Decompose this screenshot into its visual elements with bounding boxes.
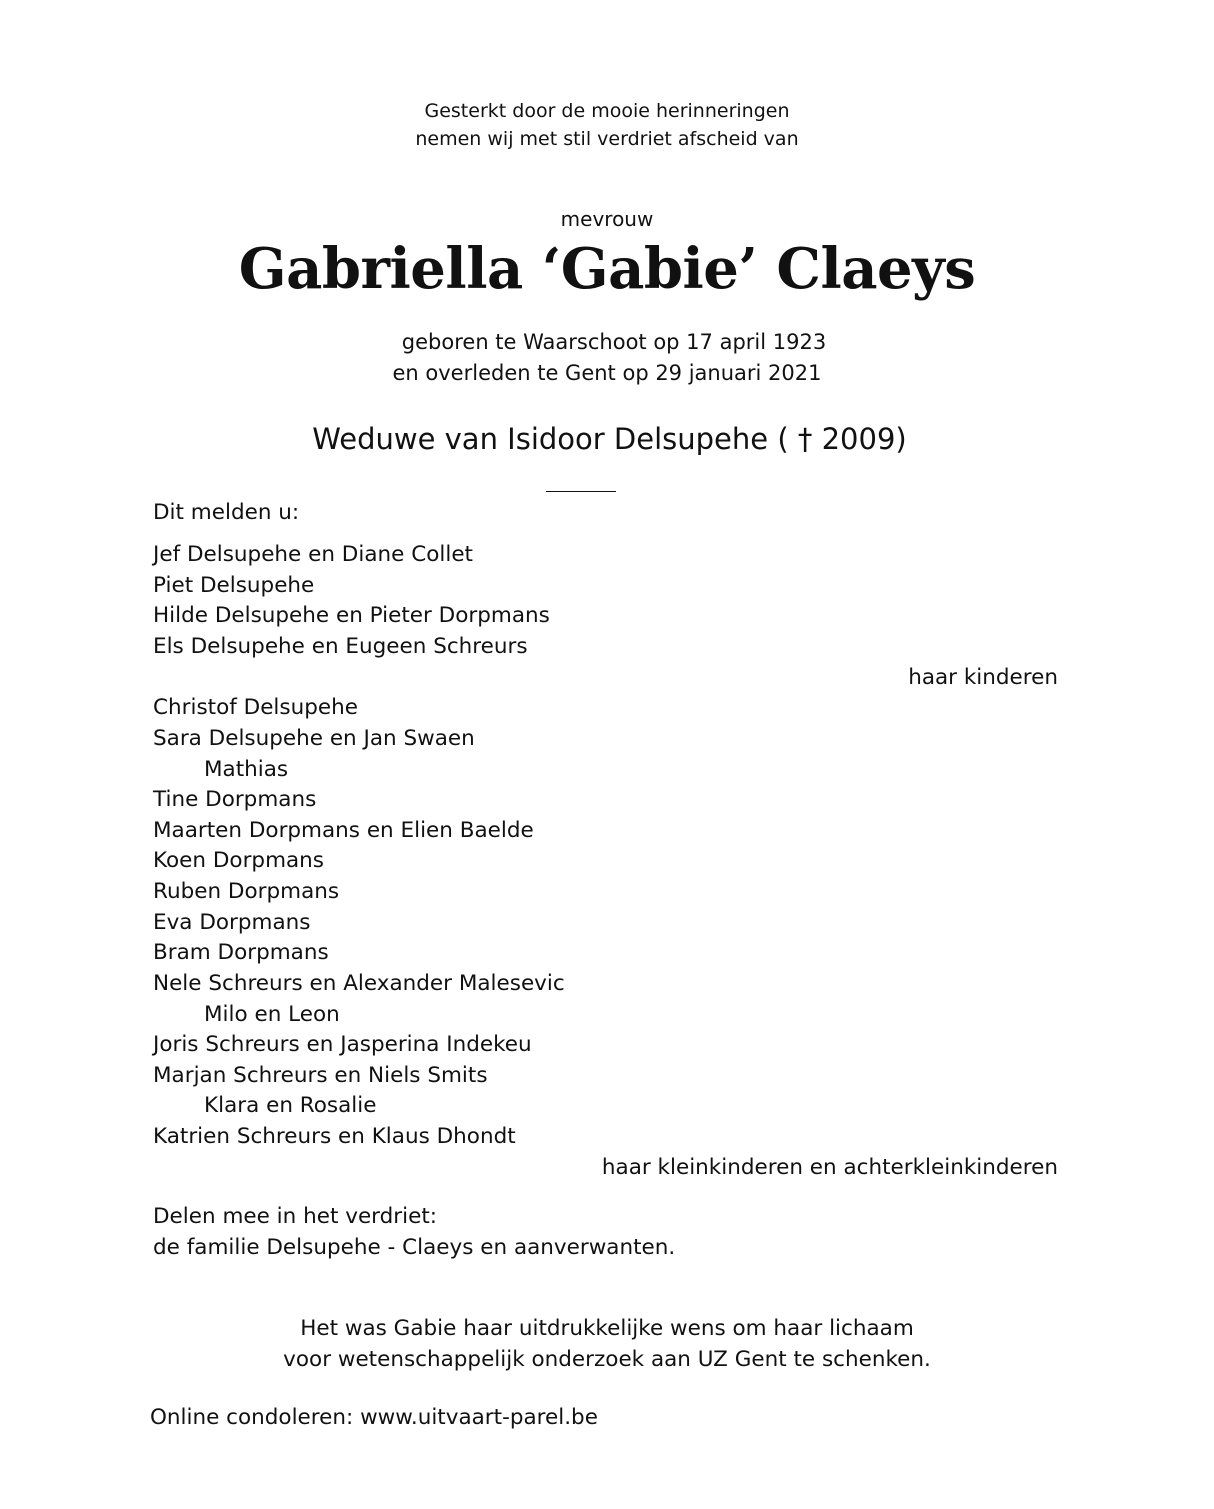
grandchild-1: Christof Delsupehe: [153, 695, 358, 720]
wish-line-2: voor wetenschappelijk onderzoek aan UZ Gent te schenken.: [283, 1347, 931, 1372]
death-line: en overleden te Gent op 29 januari 2021: [392, 361, 822, 385]
intro-line-1: Gesterkt door de mooie herinneringen: [424, 100, 790, 122]
great-grandchild-3: Klara en Rosalie: [204, 1093, 377, 1118]
grandchild-3: Tine Dorpmans: [153, 787, 317, 812]
grandchild-6: Ruben Dorpmans: [153, 879, 340, 904]
grandchild-10: Joris Schreurs en Jasperina Indekeu: [153, 1032, 532, 1057]
children-label: haar kinderen: [908, 665, 1058, 690]
widow-line: Weduwe van Isidoor Delsupehe ( † 2009): [312, 422, 907, 456]
grandchild-2: Sara Delsupehe en Jan Swaen: [153, 726, 475, 751]
title-mevrouw: mevrouw: [560, 207, 654, 231]
grandchild-11: Marjan Schreurs en Niels Smits: [153, 1063, 488, 1088]
child-4: Els Delsupehe en Eugeen Schreurs: [153, 634, 528, 659]
birth-line: geboren te Waarschoot op 17 april 1923: [401, 330, 827, 354]
child-1: Jef Delsupehe en Diane Collet: [153, 542, 473, 567]
grandchild-4: Maarten Dorpmans en Elien Baelde: [153, 818, 534, 843]
deceased-name: Gabriella ‘Gabie’ Claeys: [238, 236, 976, 302]
grandchild-5: Koen Dorpmans: [153, 848, 325, 873]
grandchildren-label: haar kleinkinderen en achterkleinkinderen: [601, 1155, 1058, 1180]
wish-line-1: Het was Gabie haar uitdrukkelijke wens om haar lichaam: [300, 1316, 914, 1341]
child-2: Piet Delsupehe: [153, 573, 315, 598]
great-grandchild-1: Mathias: [204, 757, 289, 782]
child-3: Hilde Delsupehe en Pieter Dorpmans: [153, 603, 550, 628]
grandchild-9: Nele Schreurs en Alexander Malesevic: [153, 971, 565, 996]
intro-line-2: nemen wij met stil verdriet afscheid van: [415, 128, 799, 150]
family-line-2: de familie Delsupehe - Claeys en aanverwanten.: [153, 1235, 676, 1260]
online-condolence: Online condoleren: www.uitvaart-parel.be: [150, 1405, 598, 1430]
grandchild-7: Eva Dorpmans: [153, 910, 311, 935]
family-line-1: Delen mee in het verdriet:: [153, 1204, 438, 1229]
great-grandchild-2: Milo en Leon: [204, 1002, 340, 1027]
grandchild-12: Katrien Schreurs en Klaus Dhondt: [153, 1124, 516, 1149]
divider-rule: [546, 491, 616, 492]
announce-text: Dit melden u:: [153, 500, 300, 525]
grandchild-8: Bram Dorpmans: [153, 940, 329, 965]
